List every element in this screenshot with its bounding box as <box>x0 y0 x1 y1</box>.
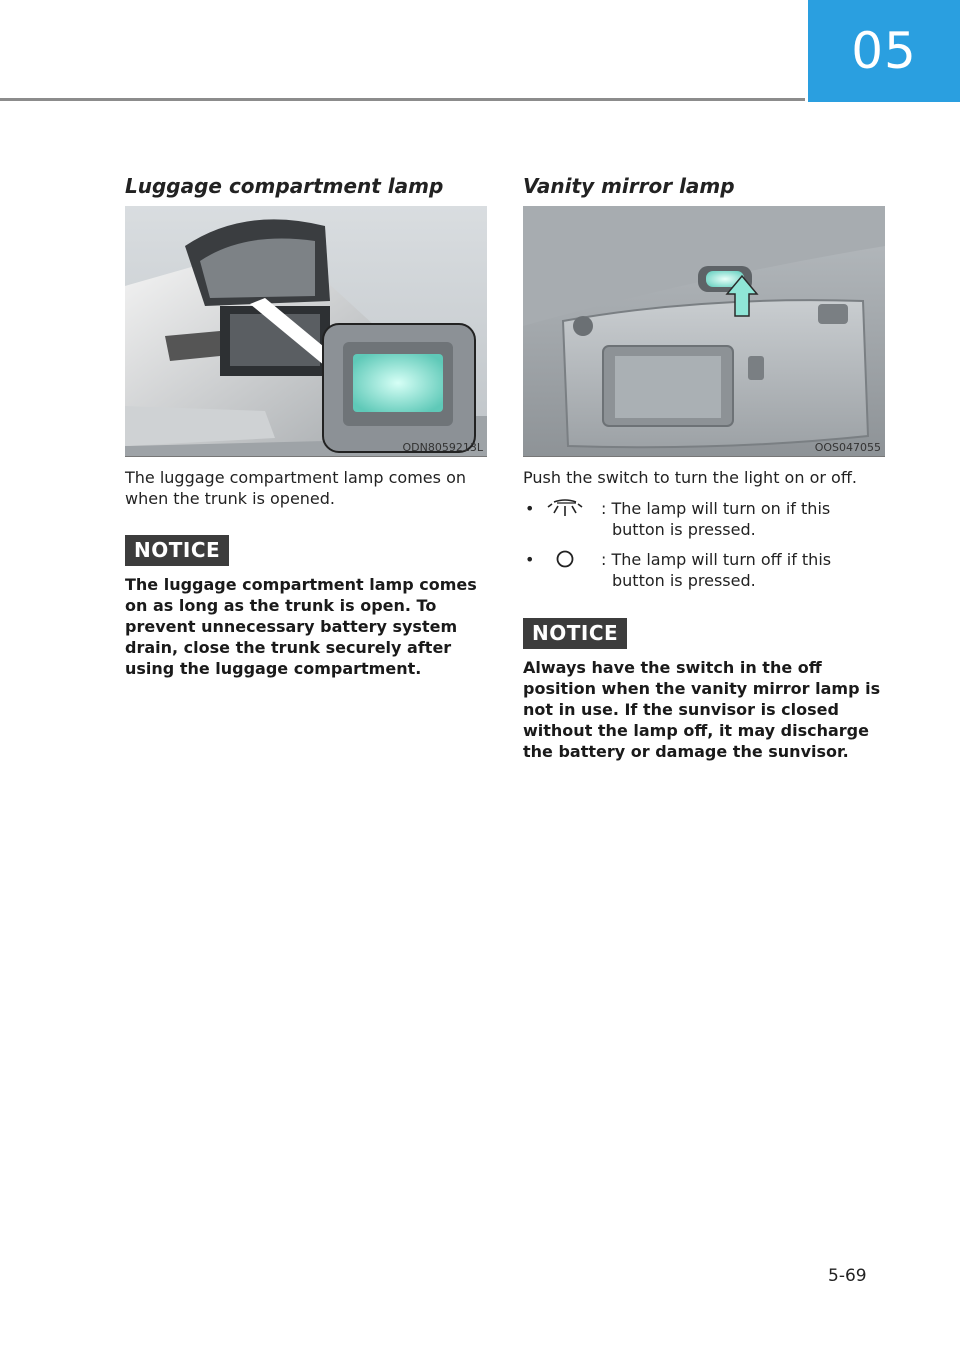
chapter-number: 05 <box>851 22 917 80</box>
car-trunk-illustration <box>125 206 487 456</box>
vanity-lamp-intro: Push the switch to turn the light on or off. <box>523 468 857 487</box>
spacer <box>523 600 885 618</box>
section-title: Vanity mirror lamp <box>523 174 735 198</box>
luggage-lamp-figure <box>125 206 487 456</box>
vanity-lamp-figure <box>523 206 885 456</box>
section-title: Luggage compartment lamp <box>125 174 444 198</box>
luggage-lamp-section <box>125 170 487 679</box>
figure-code: OOS047055 <box>814 441 881 454</box>
figure-divider <box>125 456 487 457</box>
luggage-lamp-description: The luggage compartment lamp comes on when the trunk is opened. <box>125 468 466 508</box>
bullet-text: : The lamp will turn off if this button is pressed. <box>601 550 832 590</box>
lamp-off-icon <box>547 547 583 571</box>
chapter-tab <box>808 0 960 102</box>
figure-code: ODN8059213L <box>402 441 483 454</box>
bullet-text: : The lamp will turn on if this button is pressed. <box>601 499 831 539</box>
figure-divider <box>523 456 885 457</box>
header-rule <box>0 98 805 101</box>
lamp-on-icon <box>547 496 583 520</box>
bullet-lamp-on <box>523 498 885 540</box>
notice-text: The luggage compartment lamp comes on as long as the trunk is open. To prevent unnecessary battery system drain, close the trunk securely after using the luggage compartment. <box>125 575 477 678</box>
notice-badge: NOTICE <box>125 535 229 566</box>
sunvisor-illustration <box>523 206 885 456</box>
bullet-dot: • <box>525 499 535 518</box>
bullet-lamp-off <box>523 549 885 591</box>
page-number: 5-69 <box>828 1266 867 1286</box>
bullet-dot: • <box>525 550 535 569</box>
notice-text: Always have the switch in the off position when the vanity mirror lamp is not in use. If the sunvisor is closed without the lamp off, it may discharge the battery or damage the sunvisor. <box>523 658 881 761</box>
notice-badge: NOTICE <box>523 618 627 649</box>
vanity-lamp-section <box>523 170 885 762</box>
